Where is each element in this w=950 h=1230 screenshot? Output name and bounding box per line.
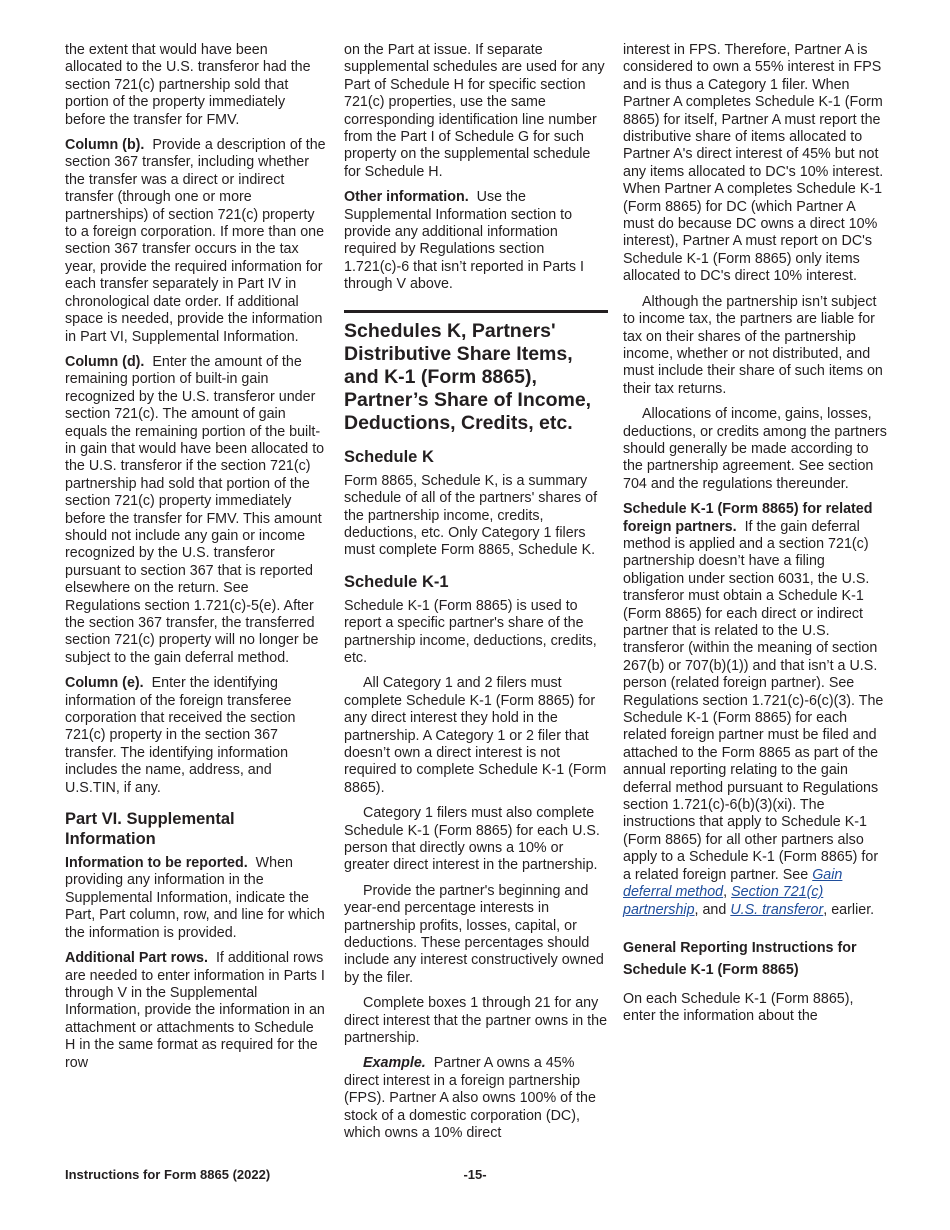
general-reporting-heading: General Reporting Instructions for Schedule K-1 (Form 8865) <box>623 939 857 978</box>
paragraph: Category 1 filers must also complete Schedule K-1 (Form 8865) for each U.S. person that directly owns a 10% or greater direct interest in the partnership. <box>344 805 600 874</box>
run-in-heading: Schedule K-1 (Form 8865) for related foreign partners. <box>623 501 873 535</box>
section-heading: Schedules K, Partners' Distributive Share Items, and K-1 (Form 8865), Partner’s Share of Income, Deductions, Credits, etc. <box>344 310 608 435</box>
trailing-text: , earlier. <box>823 901 875 918</box>
paragraph: Form 8865, Schedule K, is a summary schedule of all of the partners' shares of the partnership income, credits, deductions, etc. Only Category 1 filers must complete Form 8865, Schedule K. <box>344 472 598 559</box>
paragraph: on the Part at issue. If separate supplemental schedules are used for any Part of Schedule H for specific section 721(c) properties, use the same corresponding identification line number from the Part I of Schedule G for such property on the supplemental schedule for Schedule H. <box>344 42 605 180</box>
paragraph: All Category 1 and 2 filers must complete Schedule K-1 (Form 8865) for any direct interest they hold in the partnership. A Category 1 or 2 filer that doesn’t own a direct interest is not required to complete Schedule K-1 (Form 8865). <box>344 675 607 796</box>
paragraph-text: When providing any information in the Supplemental Information, indicate the Part, Part column, row, and line for which the information is provided. <box>65 855 325 941</box>
paragraph-text: If the gain deferral method is applied and a section 721(c) partnership doesn’t have a filing obligation under section 6031, the U.S. transferor must obtain a Schedule K-1 (Form 8865) for each direct or indirect partner that is related to the U.S. transferor (within the meaning of section 267(b) or 707(b)(1)) and that isn’t a U.S. person (related foreign partner). See Regulations section 1.721(c)-6(c)(3). The Schedule K-1 (Form 8865) for each related foreign partner must be filed and attached to the Form 8865 as part of the annual reporting relating to the gain deferral method pursuant to Regulations section 1.721(c)-6(b)(3)(xi). The instructions that apply to Schedule K-1 (Form 8865) for all other partners also apply to a Schedule K-1 (Form 8865) for a related foreign partner. See <box>623 518 884 883</box>
paragraph-related-foreign <box>623 501 888 919</box>
footer-form-title: Instructions for Form 8865 (2022) <box>65 1167 271 1182</box>
paragraph: Provide the partner's beginning and year-end percentage interests in partnership profits, losses, capital, or deductions. These percentages should include any interest constructively owned by the filer. <box>344 882 604 986</box>
link-gain-deferral-method[interactable]: Gain deferral method <box>623 866 843 901</box>
run-in-heading: Column (d). <box>65 353 145 370</box>
paragraph-text: Partner A owns a 45% direct interest in a foreign partnership (FPS). Partner A also owns 100% of the stock of a domestic corporation (DC), which owns a 10% direct <box>344 1055 596 1142</box>
column-left <box>65 42 327 1080</box>
column-middle <box>344 42 608 1151</box>
paragraph-text: Use the Supplemental Information section to provide any additional information required by Regulations section 1.721(c)-6 that isn’t reported in Parts I through V above. <box>344 189 584 293</box>
example-label: Example. <box>363 1055 426 1072</box>
paragraph: Allocations of income, gains, losses, deductions, or credits among the partners should generally be made according to the partnership agreement. See section 704 and the regulations thereunder. <box>623 406 887 492</box>
run-in-heading: Column (b). <box>65 137 145 154</box>
schedule-k1-heading: Schedule K-1 <box>344 572 449 591</box>
paragraph-text: Enter the identifying information of the foreign transferee corporation that received the section 721(c) property in the section 367 transfer. The identifying information includes the name, address, and U.S.TIN, if any. <box>65 675 296 796</box>
paragraph: On each Schedule K-1 (Form 8865), enter the information about the <box>623 990 854 1025</box>
paragraph-column-e <box>65 675 327 797</box>
paragraph-example <box>344 1055 608 1142</box>
link-section-721c-partnership[interactable]: Section 721(c) partnership <box>623 884 824 918</box>
link-us-transferor[interactable]: U.S. transferor <box>730 901 824 918</box>
paragraph-additional-rows <box>65 950 327 1072</box>
run-in-heading: Other information. <box>344 189 469 206</box>
paragraph: Although the partnership isn’t subject to income tax, the partners are liable for tax on their shares of the partnership income, whether or not distributed, and must include their share of such items on their tax returns. <box>623 293 883 397</box>
column-right <box>623 42 888 1034</box>
part-vi-heading: Part VI. Supplemental Information <box>65 810 235 849</box>
paragraph: the extent that would have been allocated to the U.S. transferor had the section 721(c) partnership sold that portion of the property immediately before the transfer for FMV. <box>65 42 311 128</box>
run-in-heading: Information to be reported. <box>65 855 248 872</box>
paragraph-column-d <box>65 354 327 667</box>
run-in-heading: Column (e). <box>65 675 144 692</box>
paragraph-column-b <box>65 137 327 346</box>
paragraph: interest in FPS. Therefore, Partner A is considered to own a 55% interest in FPS and is thus a Category 1 filer. When Partner A completes Schedule K-1 (Form 8865) for itself, Partner A must report the distributive share of items allocated to Partner A's direct interest of 45% but not any items allocated to DC's 10% interest. When Partner A completes Schedule K-1 (Form 8865) for DC (which Partner A must do because DC owns a direct 10% interest), Partner A must report on DC's Schedule K-1 (Form 8865) only items allocated to DC's direct 10% interest. <box>623 42 884 285</box>
paragraph: Schedule K-1 (Form 8865) is used to report a specific partner's share of the partnership income, deductions, credits, etc. <box>344 597 597 666</box>
separator: , <box>723 884 732 901</box>
paragraph-text: Enter the amount of the remaining portion of built-in gain recognized by the U.S. transferor under section 721(c). The amount of gain equals the remaining portion of the built-in gain that would have been allocated to the U.S. transferor if the section 721(c) partnership had sold that portion of the section 721(c) property immediately before the transfer for FMV. This amount should not include any gain or income recognized by the U.S. transferor pursuant to section 367 that is reported elsewhere on the return. See Regulations section 1.721(c)-5(e). After the section 367 transfer, the transferred section 721(c) property will no longer be subject to the gain deferral method. <box>65 353 325 666</box>
paragraph-text: Provide a description of the section 367 transfer, including whether the transfer was a direct or indirect transfer (through one or more partnerships) of section 721(c) property to a foreign corporation. If more than one section 367 transfer occurs in the tax year, provide the required information for each transfer separately in Part IV in chronological date order. If additional space is needed, provide the information in Part VI, Supplemental Information. <box>65 137 326 345</box>
paragraph: Complete boxes 1 through 21 for any direct interest that the partner owns in the partnership. <box>344 995 608 1047</box>
separator: , and <box>694 901 731 918</box>
paragraph-info-reported <box>65 855 327 942</box>
paragraph-other-info <box>344 189 608 293</box>
page-number: -15- <box>463 1167 487 1182</box>
run-in-heading: Additional Part rows. <box>65 950 208 967</box>
paragraph-text: If additional rows are needed to enter information in Parts I through V in the Supplemental Information, provide the information in an attachment or attachments to Schedule H in the same format as required for the row <box>65 950 325 1071</box>
schedule-k-heading: Schedule K <box>344 447 434 466</box>
